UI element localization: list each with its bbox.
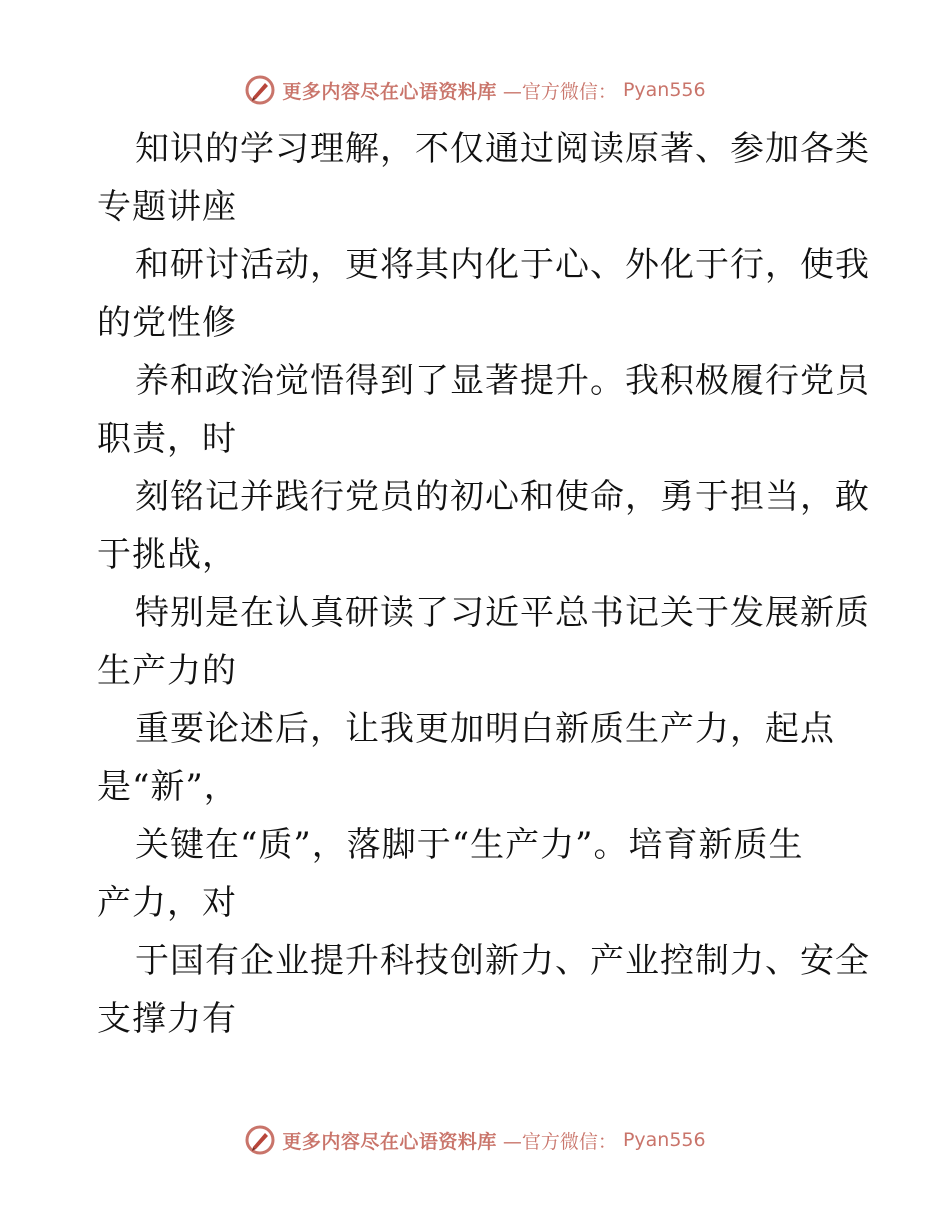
line-wrap: 生产力的 <box>97 651 237 691</box>
line-wrap: 支撑力有 <box>97 999 237 1039</box>
watermark-separator: —官方微信： <box>502 80 617 103</box>
paragraph-line <box>97 236 870 352</box>
line-wrap: 产力，对 <box>97 883 237 923</box>
watermark-brand: 更多内容尽在心语资料库 <box>282 80 497 103</box>
pen-logo-icon <box>244 74 276 106</box>
pen-logo-icon <box>244 1124 276 1156</box>
paragraph-line <box>97 584 870 700</box>
line-first: 特别是在认真研读了习近平总书记关于发展新质 <box>135 593 870 633</box>
paragraph-line <box>97 468 870 584</box>
paragraph-line <box>97 352 870 468</box>
line-wrap: 职责，时 <box>97 419 237 459</box>
watermark-wechat-id: Pyan556 <box>622 1129 706 1151</box>
watermark-separator: —官方微信： <box>502 1130 617 1153</box>
line-wrap: 是“新”， <box>97 767 239 807</box>
line-wrap: 于挑战， <box>97 535 237 575</box>
paragraph-line <box>97 700 857 816</box>
footer-watermark <box>0 1120 950 1160</box>
line-first: 于国有企业提升科技创新力、产业控制力、安全 <box>135 941 870 981</box>
line-first: 养和政治觉悟得到了显著提升。我积极履行党员 <box>135 361 870 401</box>
line-first: 关键在“质”，落脚于“生产力”。培育新质生 <box>135 825 804 865</box>
line-first: 重要论述后，让我更加明白新质生产力，起点 <box>135 709 835 749</box>
line-first: 刻铭记并践行党员的初心和使命，勇于担当，敢 <box>135 477 870 517</box>
line-first: 和研讨活动，更将其内化于心、外化于行，使我 <box>135 245 870 285</box>
line-wrap: 专题讲座 <box>97 187 237 227</box>
watermark-wechat-id: Pyan556 <box>622 79 706 101</box>
header-watermark <box>0 70 950 110</box>
watermark-brand: 更多内容尽在心语资料库 <box>282 1130 497 1153</box>
paragraph-line <box>97 816 857 932</box>
paragraph-line <box>97 120 870 236</box>
line-wrap: 的党性修 <box>97 303 237 343</box>
document-body <box>97 120 870 1048</box>
line-first: 知识的学习理解，不仅通过阅读原著、参加各类 <box>135 129 870 169</box>
paragraph-line <box>97 932 870 1048</box>
